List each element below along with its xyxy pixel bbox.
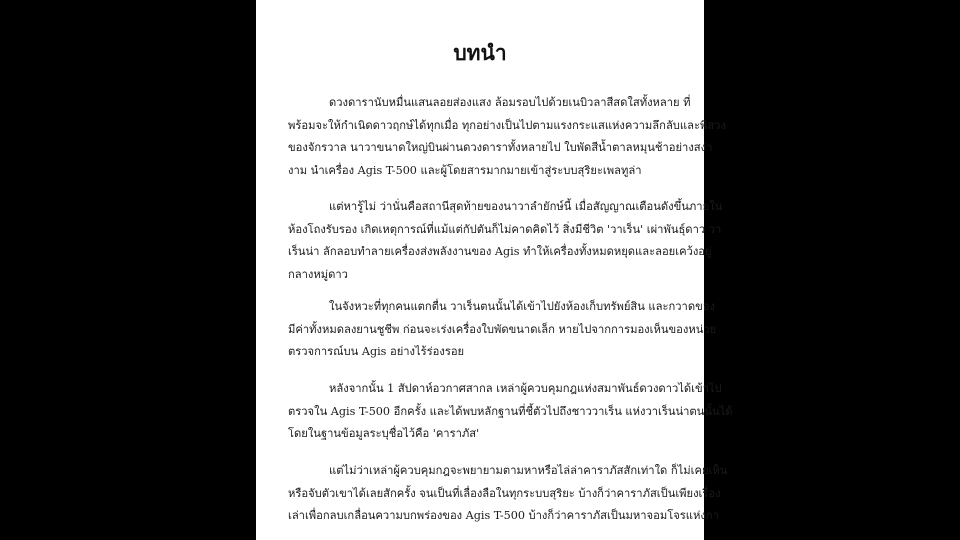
paragraph-line: ดวงดารานับหมื่นแสนลอยส่องแสง ล้อมรอบไปด้วยเนบิวลาสีสดใสทั้งหลาย ที่ xyxy=(329,96,691,109)
paragraph-line: เร็นน่า ลักลอบทำลายเครื่องส่งพลังงานของ Agis ทำให้เครื่องทั้งหมดหยุดและลอยเคว้งอยู่ xyxy=(288,245,712,258)
document-page xyxy=(256,0,733,540)
paragraph-line: แต่หารู้ไม่ ว่านั่นคือสถานีสุดท้ายของนาวาลำยักษ์นี้ เมื่อสัญญาณเตือนดังขึ้นภายใน xyxy=(329,200,723,213)
paragraph-line: ตรวจใน Agis T-500 อีกครั้ง และได้พบหลักฐานที่ชี้ตัวไปถึงชาววาเร็น แห่งวาเร็นน่าตนนั้นได้ xyxy=(288,404,733,418)
paragraph-5 xyxy=(288,460,728,528)
paragraph-3 xyxy=(288,296,717,364)
paragraph-line: เล่าเพื่อกลบเกลื่อนความบกพร่องของ Agis T-500 บ้างก็ว่าคาราภัสเป็นมหาจอมโจรแห่งกา xyxy=(288,509,719,522)
paragraph-line: งาม นำเครื่อง Agis T-500 และผู้โดยสารมากมายเข้าสู่ระบบสุริยะเพลทูล่า xyxy=(288,163,642,177)
paragraph-line: พร้อมจะให้กำเนิดดาวฤกษ์ได้ทุกเมื่อ ทุกอย่างเป็นไปตามแรงกระแสแห่งความลึกลับและพิสวง xyxy=(288,118,726,132)
paragraph-line: มีค่าทั้งหมดลงยานชูชีพ ก่อนจะเร่งเครื่องใบพัดขนาดเล็ก หายไปจากการมองเห็นของหน่วย xyxy=(288,322,717,336)
paragraph-4 xyxy=(288,378,733,446)
paragraph-line: หรือจับตัวเขาได้เลยสักครั้ง จนเป็นที่เลื่องลือในทุกระบบสุริยะ บ้างก็ว่าคาราภัสเป็นเพียงเรื่อง xyxy=(288,486,721,500)
paragraph-line: ตรวจการณ์บน Agis อย่างไร้ร่องรอย xyxy=(288,345,465,358)
paragraph-line: ของจักรวาล นาวาขนาดใหญ่บินผ่านดวงดาราทั้งหลายไป ใบพัดสีน้ำตาลหมุนช้าอย่างสง่า xyxy=(288,141,713,154)
paragraph-line: กลางหมู่ดาว xyxy=(288,267,348,281)
paragraph-line: แต่ไม่ว่าเหล่าผู้ควบคุมกฎจะพยายามตามหาหรือไล่ล่าคาราภัสสักเท่าใด ก็ไม่เคยเห็น xyxy=(329,464,728,477)
paragraph-1 xyxy=(288,92,726,182)
paragraph-line: ห้องโถงรับรอง เกิดเหตุการณ์ที่แม้แต่กัปตันก็ไม่คาดคิดไว้ สิ่งมีชีวิต 'วาเร็น' เผ่าพันธุ์ดาว วา xyxy=(288,222,722,236)
paragraph-2 xyxy=(288,196,723,286)
paragraph-line: โดยในฐานข้อมูลระบุชื่อไว้คือ 'คาราภัส' xyxy=(288,427,480,440)
paragraph-line: หลังจากนั้น 1 สัปดาห์อวกาศสากล เหล่าผู้ควบคุมกฎแห่งสมาพันธ์ดวงดาวได้เข้าไป xyxy=(329,382,722,395)
paragraph-line: ในจังหวะที่ทุกคนแตกตื่น วาเร็นตนนั้นได้เข้าไปยังห้องเก็บทรัพย์สิน และกวาดของ xyxy=(329,300,715,313)
document-title: บทนำ xyxy=(453,40,507,65)
